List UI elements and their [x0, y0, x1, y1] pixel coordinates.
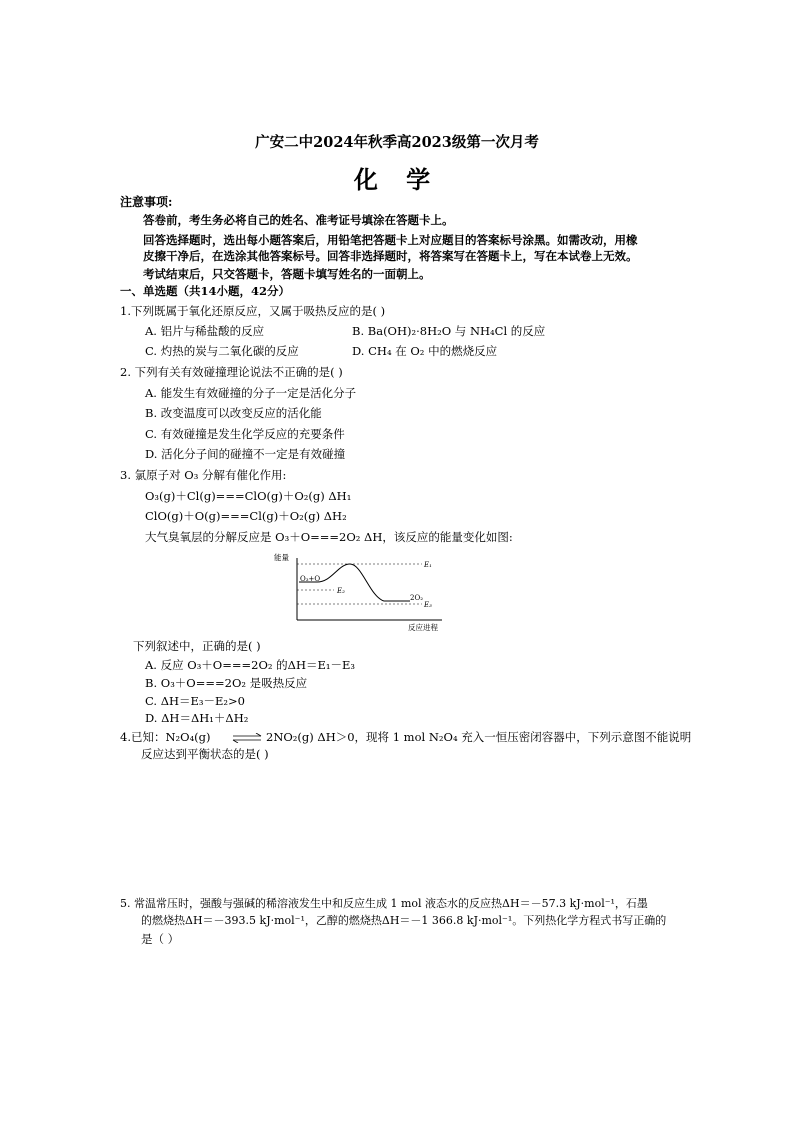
notice-item-2: 回答选择题时，选出每小题答案后，用铅笔把答题卡上对应题目的答案标号涂黑。如需改动，用橡 [143, 233, 638, 247]
q3-option-a: A. 反应 O₃＋O===2O₂ 的ΔH＝E₁－E₃ [145, 658, 355, 672]
reactant-label: O₃+O [300, 575, 321, 583]
q3-question: 下列叙述中，正确的是( ) [133, 639, 261, 653]
q3-equation-2: ClO(g)＋O(g)===Cl(g)＋O₂(g) ΔH₂ [145, 509, 347, 523]
equilibrium-arrow-icon [232, 733, 262, 743]
exam-title: 广安二中2024年秋季高2023级第一次月考 [255, 134, 539, 151]
q2-option-b: B. 改变温度可以改变反应的活化能 [145, 406, 322, 420]
section-heading: 一、单选题（共14小题，42分） [120, 284, 291, 298]
q4-line-1a: 4.已知：N₂O₄(g) [120, 730, 211, 744]
e1-label: E₁ [424, 561, 432, 569]
q1-option-b: B. Ba(OH)₂·8H₂O 与 NH₄Cl 的反应 [352, 324, 546, 338]
q3-option-c: C. ΔH＝E₃－E₂>0 [145, 694, 245, 708]
notice-item-4: 考试结束后，只交答题卡，答题卡填写姓名的一面朝上。 [143, 267, 431, 281]
energy-diagram [272, 550, 452, 632]
product-label: 2O₂ [410, 594, 423, 602]
q3-stem: 3. 氯原子对 O₃ 分解有催化作用: [120, 468, 287, 482]
q1-option-d: D. CH₄ 在 O₂ 中的燃烧反应 [352, 344, 498, 358]
q3-equation-1: O₃(g)＋Cl(g)===ClO(g)＋O₂(g) ΔH₁ [145, 489, 352, 503]
q4-line-2: 反应达到平衡状态的是( ) [141, 747, 269, 761]
subject-title: 化 学 [353, 165, 441, 194]
q2-option-d: D. 活化分子间的碰撞不一定是有效碰撞 [145, 447, 346, 461]
notice-item-3: 皮擦干净后，在选涂其他答案标号。回答非选择题时，将答案写在答题卡上，写在本试卷上无效。 [143, 249, 638, 263]
y-axis-label: 能量 [274, 553, 289, 562]
q1-option-c: C. 灼热的炭与二氧化碳的反应 [145, 344, 299, 358]
e2-label: E₂ [337, 587, 345, 595]
q2-stem: 2. 下列有关有效碰撞理论说法不正确的是( ) [120, 365, 343, 379]
notice-heading: 注意事项: [120, 195, 173, 209]
notice-item-1: 答卷前，考生务必将自己的姓名、准考证号填涂在答题卡上。 [143, 213, 454, 227]
q3-option-b: B. O₃＋O===2O₂ 是吸热反应 [145, 676, 308, 690]
q5-line-1: 5. 常温常压时，强酸与强碱的稀溶液发生中和反应生成 1 mol 液态水的反应热ΔH＝－57.3 kJ·mol⁻¹，石墨 [120, 897, 648, 910]
e3-label: E₃ [424, 601, 432, 609]
q1-stem: 1.下列既属于氧化还原反应，又属于吸热反应的是( ) [120, 304, 386, 318]
q2-option-c: C. 有效碰撞是发生化学反应的充要条件 [145, 427, 345, 441]
q4-line-1b: 2NO₂(g) ΔH＞0，现将 1 mol N₂O₄ 充入一恒压密闭容器中，下列示意图不能说明 [266, 730, 692, 744]
q3-intro: 大气臭氧层的分解反应是 O₃＋O===2O₂ ΔH，该反应的能量变化如图: [145, 530, 513, 544]
q3-option-d: D. ΔH＝ΔH₁＋ΔH₂ [145, 711, 249, 725]
q5-line-3: 是（ ） [141, 932, 180, 946]
x-axis-label: 反应进程 [408, 623, 438, 632]
q5-line-2: 的燃烧热ΔH＝－393.5 kJ·mol⁻¹，乙醇的燃烧热ΔH＝－1 366.8 kJ·mol⁻¹。下列热化学方程式书写正确的 [141, 914, 667, 927]
q2-option-a: A. 能发生有效碰撞的分子一定是活化分子 [145, 386, 357, 400]
q1-option-a: A. 铝片与稀盐酸的反应 [145, 324, 265, 338]
